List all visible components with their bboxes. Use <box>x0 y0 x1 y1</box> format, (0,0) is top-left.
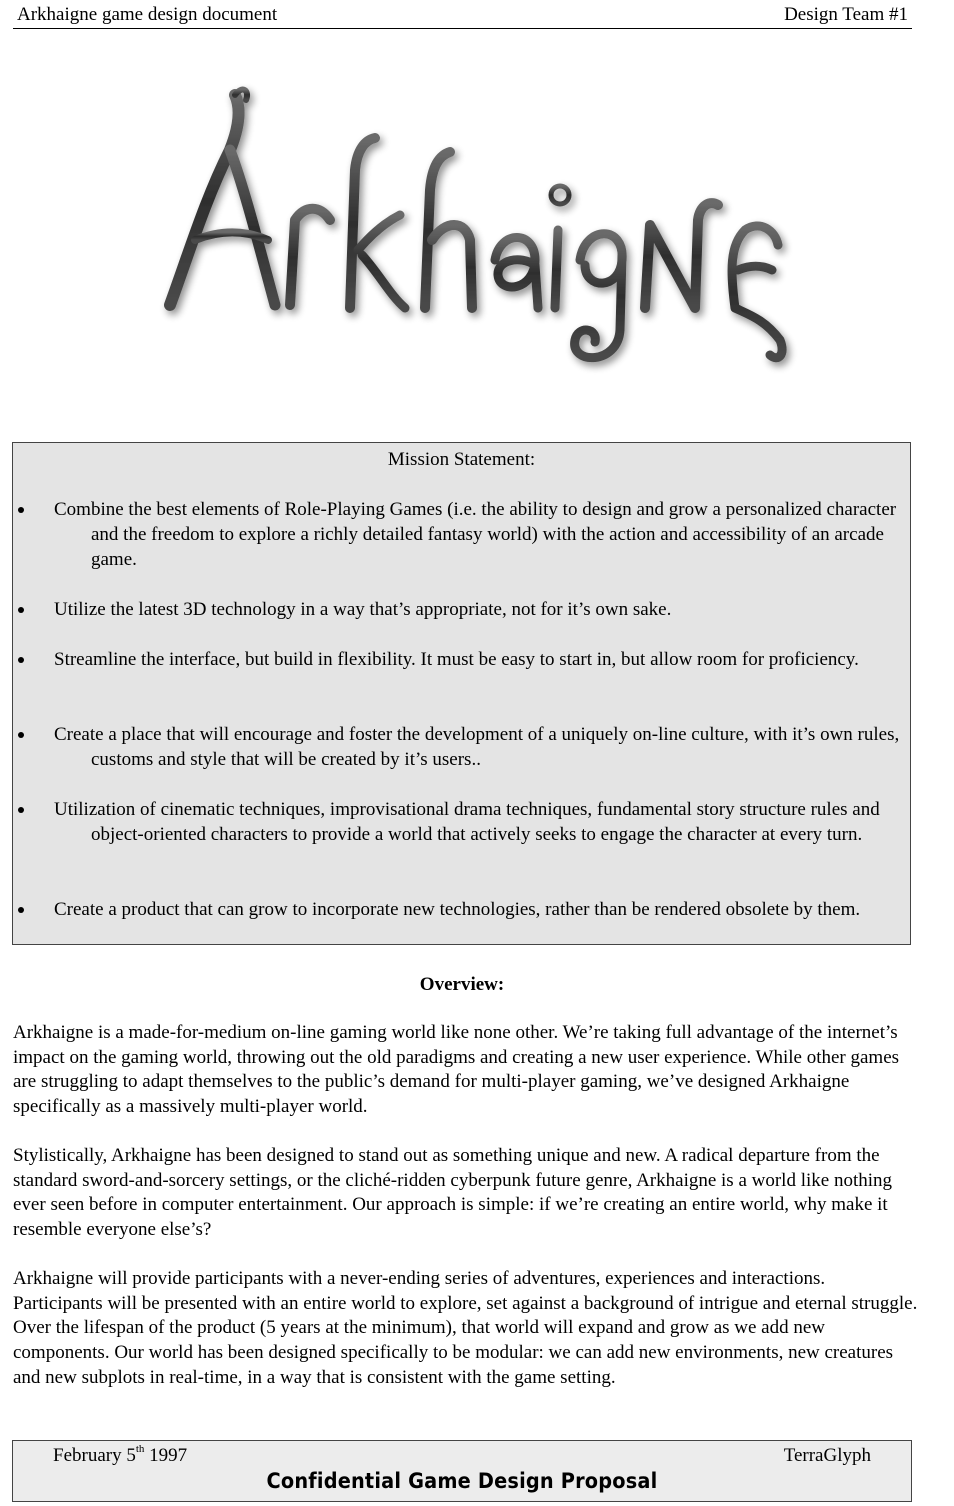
overview-paragraph: Arkhaigne is a made-for-medium on-line gaming world like none other. We’re taking full advantage of the internet’s impact on the gaming world, throwing out the old paradigms and creating a new user experience. While other games are struggling to adapt themselves to the public’s demand for multi-player gaming, we’ve designed Arkhaigne specifically as a massively multi-player world. <box>13 1022 900 1118</box>
mission-item <box>13 797 908 847</box>
page-footer <box>12 1440 912 1502</box>
mission-statement-box <box>12 442 911 945</box>
team-label: Design Team #1 <box>784 4 908 25</box>
mission-item-text: Utilization of cinematic techniques, improvisational drama techniques, fundamental story structure rules and object-oriented characters to provide a world that actively seeks to engage the character at every turn. <box>54 799 880 845</box>
overview-paragraph: Stylistically, Arkhaigne has been designed to stand out as something unique and new. A radical departure from the standard sword-and-sorcery settings, or the cliché-ridden cyberpunk future genre, Arkhaigne is a world like nothing ever seen before in computer entertainment. Our approach is simple: if we’re creating an entire world, why make it resemble everyone else’s? <box>13 1145 893 1241</box>
arkhaigne-logo <box>150 80 800 400</box>
mission-item-text: Utilize the latest 3D technology in a way that’s appropriate, not for it’s own sake. <box>54 599 672 620</box>
mission-item <box>13 597 908 622</box>
mission-item-text: Create a place that will encourage and foster the development of a uniquely on-line culture, with it’s own rules, customs and style that will be created by it’s users.. <box>54 724 900 770</box>
mission-item-text: Create a product that can grow to incorporate new technologies, rather than be rendered obsolete by them. <box>54 899 861 920</box>
overview-paragraph: Arkhaigne will provide participants with a never-ending series of adventures, experiences and interactions. Participants will be presented with an entire world to explore, set against a background of intrigue and eternal struggle. Over the lifespan of the product (5 years at the minimum), that world will expand and grow as we add new components. Our world has been designed specifically to be modular: we can add new environments, new creatures and new subplots in real-time, in a way that is consistent with the game setting. <box>13 1268 918 1388</box>
mission-item <box>13 647 908 672</box>
footer-date: February 5th 1997 <box>53 1443 188 1466</box>
mission-item <box>13 722 908 772</box>
mission-item <box>13 897 908 922</box>
confidential-label: Confidential Game Design Proposal <box>266 1469 658 1493</box>
mission-item-text: Streamline the interface, but build in flexibility. It must be easy to start in, but allow room for proficiency. <box>54 649 859 670</box>
mission-item-text: Combine the best elements of Role-Playing Games (i.e. the ability to design and grow a personalized character and the freedom to explore a richly detailed fantasy world) with the action and accessibility of an arcade game. <box>54 499 897 570</box>
mission-title: Mission Statement: <box>387 449 536 470</box>
page-header <box>13 4 912 29</box>
overview-heading: Overview: <box>419 974 505 995</box>
footer-company: TerraGlyph <box>783 1445 871 1466</box>
mission-item <box>13 497 908 572</box>
document-title: Arkhaigne game design document <box>17 4 278 25</box>
